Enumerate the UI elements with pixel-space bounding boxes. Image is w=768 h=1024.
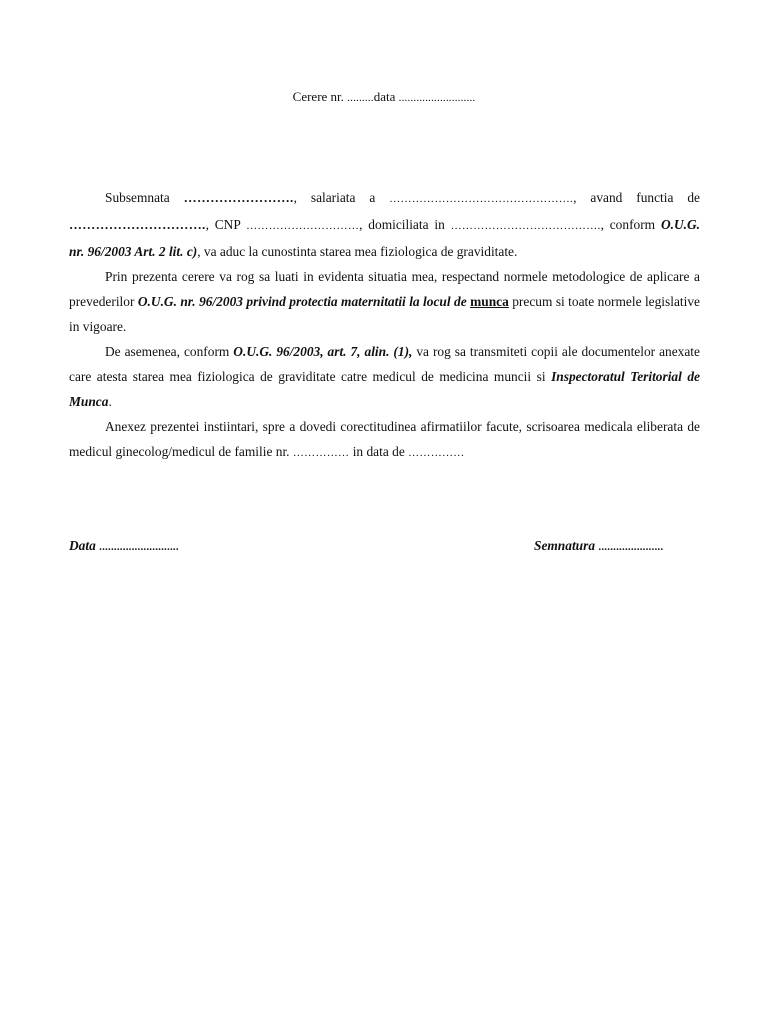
text-domiciliata: , domiciliata in — [359, 217, 451, 232]
cnp-field: ………………………… — [246, 220, 360, 232]
name-field: ……………………. — [183, 190, 294, 205]
text-prin-prezenta: Prin prezenta cerere va rog sa luati in evidenta situatia mea, respectand normele metodologice de aplicare a prevederilor — [69, 269, 700, 309]
sign-signature-block — [534, 537, 663, 556]
letter-number-field: …………… — [292, 447, 350, 459]
request-header — [0, 88, 768, 107]
date-field: ........................... — [99, 541, 179, 553]
paragraph-annex — [69, 414, 700, 466]
paragraph-declaration — [69, 185, 700, 264]
request-date-label: data — [373, 89, 396, 104]
employer-field: …………………………………………. — [389, 193, 574, 205]
law-reference-2: O.U.G. nr. 96/2003 privind protectia maternitatii la locul de — [137, 294, 471, 309]
text-period: . — [108, 394, 112, 409]
inspectorat-name: Inspectoratul Teritorial de Munca — [69, 369, 700, 409]
text-normele: precum si toate normele legislative in vigoare. — [69, 294, 700, 334]
signature-field: ...................... — [598, 541, 664, 553]
paragraph-request — [69, 264, 700, 339]
text-in-data-de: in data de — [349, 444, 409, 459]
law-reference-3: O.U.G. 96/2003, art. 7, alin. (1), — [233, 344, 413, 359]
text-cnp: , CNP — [205, 217, 247, 232]
text-de-asemenea: De asemenea, conform — [105, 344, 234, 359]
request-number-label: Cerere nr. — [292, 89, 344, 104]
position-field: …………………………. — [69, 217, 206, 232]
text-subsemnata: Subsemnata — [105, 190, 184, 205]
request-body — [69, 185, 700, 466]
paragraph-transmit — [69, 339, 700, 414]
date-label: Data — [69, 538, 96, 553]
text-salariata: , salariata a — [293, 190, 390, 205]
letter-date-field: …………… — [408, 447, 465, 459]
request-number-field: ......... — [347, 92, 374, 104]
law-reference-2-munca: munca — [470, 294, 509, 309]
text-graviditate: , va aduc la cunostinta starea mea fiziologica de graviditate. — [197, 244, 518, 259]
address-field: …………………………………. — [450, 220, 601, 232]
law-reference-1: O.U.G. nr. 96/2003 Art. 2 lit. c) — [69, 217, 700, 259]
date-signature-block — [69, 537, 179, 556]
text-anexez: Anexez prezentei instiintari, spre a dovedi corectitudinea afirmatiilor facute, scrisoarea medicala eliberata de medicul ginecolog/medicul de familie nr. — [69, 419, 700, 459]
text-transmiteti: va rog sa transmiteti copii ale documentelor anexate care atesta starea mea fiziologica de graviditate catre medicul de medicina muncii si — [69, 344, 700, 384]
text-functia: , avand functia de — [573, 190, 700, 205]
request-date-field: .......................... — [398, 92, 476, 104]
text-conform: , conform — [600, 217, 661, 232]
signature-label: Semnatura — [534, 538, 596, 553]
